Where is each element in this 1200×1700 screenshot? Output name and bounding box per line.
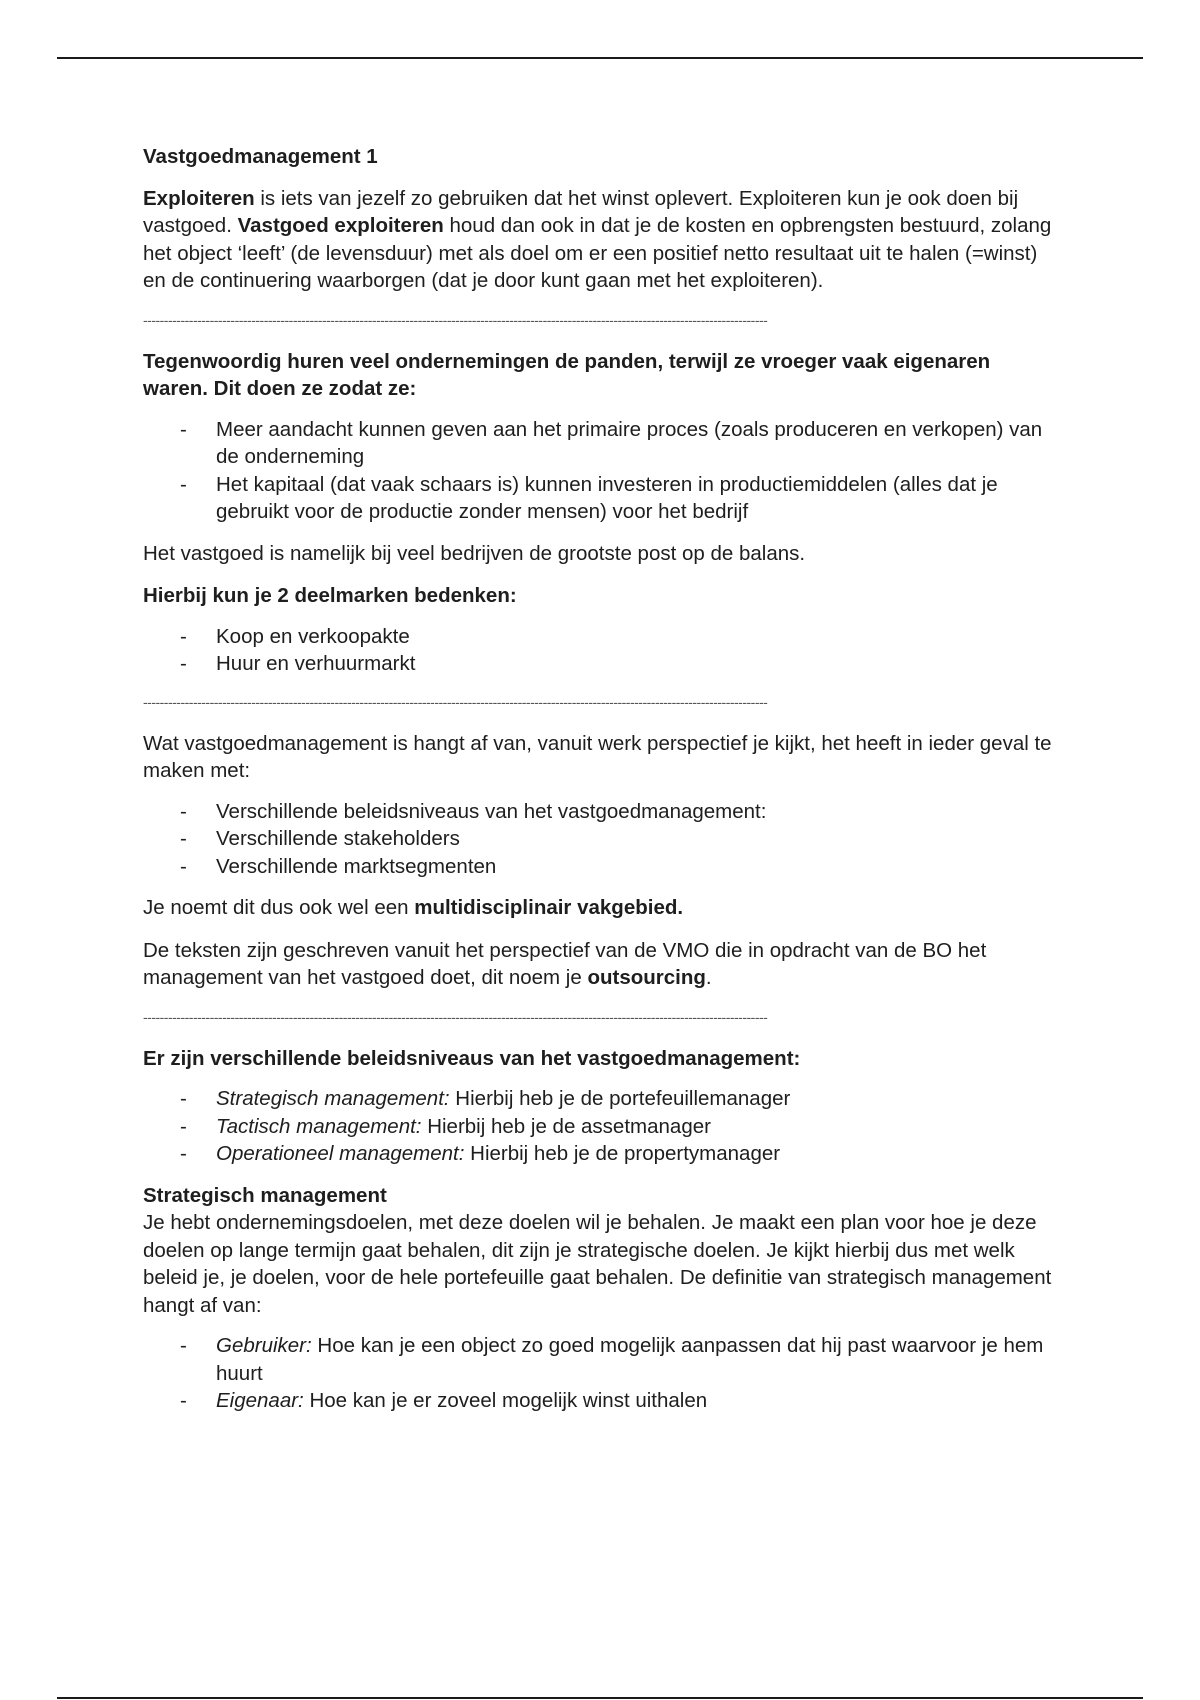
level-desc: Hierbij heb je de propertymanager xyxy=(464,1142,781,1165)
strategisch-paragraph: Je hebt ondernemingsdoelen, met deze doelen wil je behalen. Je maakt een plan voor hoe je deze doelen op lange termijn gaat behalen, dit zijn je strategische doelen. Je kijkt hierbij dus met welk beleid je, je doelen, voor de hele portefeuille gaat behalen. De definitie van strategisch management hangt af van: xyxy=(143,1211,1052,1317)
document-body xyxy=(143,143,1058,1429)
exploiteren-paragraph xyxy=(143,185,1058,295)
outsourcing-paragraph xyxy=(143,937,1058,992)
bullet-dash: - xyxy=(180,624,187,648)
bullet-dash: - xyxy=(180,1114,187,1138)
multidisciplinair-paragraph xyxy=(143,894,1058,922)
section-separator-1: ------------------------------------------------------------------------------------------------------------------------------------------------------ xyxy=(143,311,768,328)
beleidsniveaus-list xyxy=(143,1085,1058,1168)
list-item-text: Koop en verkoopakte xyxy=(216,624,410,648)
vastgoedmanagement-intro: Wat vastgoedmanagement is hangt af van, vanuit werk perspectief je kijkt, het heeft in ieder geval te maken met: xyxy=(143,731,1052,782)
bullet-dash: - xyxy=(180,1087,187,1110)
list-item xyxy=(180,1332,1058,1387)
role-term: Eigenaar: xyxy=(216,1389,304,1412)
list-item-text: Het kapitaal (dat vaak schaars is) kunnen investeren in productiemiddelen (alles dat je gebruikt voor de productie zonder mensen) voor het bedrijf xyxy=(216,472,998,523)
aspects-list xyxy=(143,798,1058,881)
list-item-text: Verschillende marktsegmenten xyxy=(216,854,497,878)
list-item-text: Meer aandacht kunnen geven aan het primaire proces (zoals produceren en verkopen) van de onderneming xyxy=(216,417,1043,468)
list-item xyxy=(180,1085,1058,1113)
document-title: Vastgoedmanagement 1 xyxy=(143,145,378,168)
outsourcing-text: De teksten zijn geschreven vanuit het perspectief van de VMO die in opdracht van de BO het management van het vastgoed doet, dit noem je xyxy=(143,938,987,989)
multi-term: multidisciplinair vakgebied. xyxy=(414,896,684,919)
deelmarken-list xyxy=(143,623,1058,678)
bullet-dash: - xyxy=(180,1334,187,1357)
list-item-text: Huur en verhuurmarkt xyxy=(216,652,416,675)
vastgoed-exploiteren-term: Vastgoed exploiteren xyxy=(237,214,444,237)
bullet-dash: - xyxy=(180,799,187,823)
list-item xyxy=(180,623,1058,651)
section-separator-2: ------------------------------------------------------------------------------------------------------------------------------------------------------ xyxy=(143,693,768,710)
outsourcing-term: outsourcing xyxy=(587,966,706,989)
deelmarken-heading: Hierbij kun je 2 deelmarken bedenken: xyxy=(143,584,517,607)
level-term: Operationeel management: xyxy=(216,1142,465,1165)
role-desc: Hoe kan je een object zo goed mogelijk aanpassen dat hij past waarvoor je hem huurt xyxy=(216,1334,1044,1385)
strategisch-list xyxy=(143,1332,1058,1415)
list-item xyxy=(180,471,1058,526)
huren-reasons-list xyxy=(143,416,1058,526)
list-item-text: Verschillende beleidsniveaus van het vastgoedmanagement: xyxy=(216,799,767,823)
level-term: Tactisch management: xyxy=(216,1114,422,1138)
strategisch-heading: Strategisch management xyxy=(143,1183,387,1207)
list-item-text: Verschillende stakeholders xyxy=(216,827,460,850)
bullet-dash: - xyxy=(180,417,187,441)
exploiteren-text-1: is iets van jezelf zo gebruiken dat het winst oplevert. Exploiteren kun je ook doen bij vastgoed. xyxy=(143,186,1019,237)
bullet-dash: - xyxy=(180,827,187,850)
list-item xyxy=(180,1140,1058,1168)
page-top-rule xyxy=(57,57,1143,59)
list-item xyxy=(180,1387,1058,1415)
list-item xyxy=(180,853,1058,881)
huren-heading: Tegenwoordig huren veel ondernemingen de panden, terwijl ze vroeger vaak eigenaren waren. Dit doen ze zodat ze: xyxy=(143,349,991,400)
list-item xyxy=(180,798,1058,826)
exploiteren-text-2: houd dan ook in dat je de kosten en opbrengsten bestuurd, zolang het object ‘leeft’ (de levensduur) met als doel om er een positief netto resultaat uit te halen (=winst) en de continuering waarborgen (dat je door kunt gaan met het exploiteren). xyxy=(143,214,1052,292)
outsourcing-end: . xyxy=(705,966,712,989)
balans-paragraph: Het vastgoed is namelijk bij veel bedrijven de grootste post op de balans. xyxy=(143,541,806,565)
page-bottom-rule xyxy=(57,1697,1143,1699)
bullet-dash: - xyxy=(180,1389,187,1412)
multi-text: Je noemt dit dus ook wel een xyxy=(143,896,415,919)
list-item xyxy=(180,416,1058,471)
list-item xyxy=(180,1113,1058,1141)
exploiteren-term: Exploiteren xyxy=(143,186,255,210)
role-term: Gebruiker: xyxy=(216,1334,312,1357)
level-term: Strategisch management: xyxy=(216,1087,450,1110)
bullet-dash: - xyxy=(180,652,187,675)
list-item xyxy=(180,825,1058,853)
bullet-dash: - xyxy=(180,1142,187,1165)
list-item xyxy=(180,650,1058,678)
level-desc: Hierbij heb je de portefeuillemanager xyxy=(449,1087,791,1110)
beleidsniveaus-heading: Er zijn verschillende beleidsniveaus van het vastgoedmanagement: xyxy=(143,1046,801,1070)
section-separator-3: ------------------------------------------------------------------------------------------------------------------------------------------------------ xyxy=(143,1008,768,1025)
level-desc: Hierbij heb je de assetmanager xyxy=(421,1114,711,1138)
role-desc: Hoe kan je er zoveel mogelijk winst uithalen xyxy=(303,1389,708,1412)
bullet-dash: - xyxy=(180,854,187,878)
bullet-dash: - xyxy=(180,472,187,496)
